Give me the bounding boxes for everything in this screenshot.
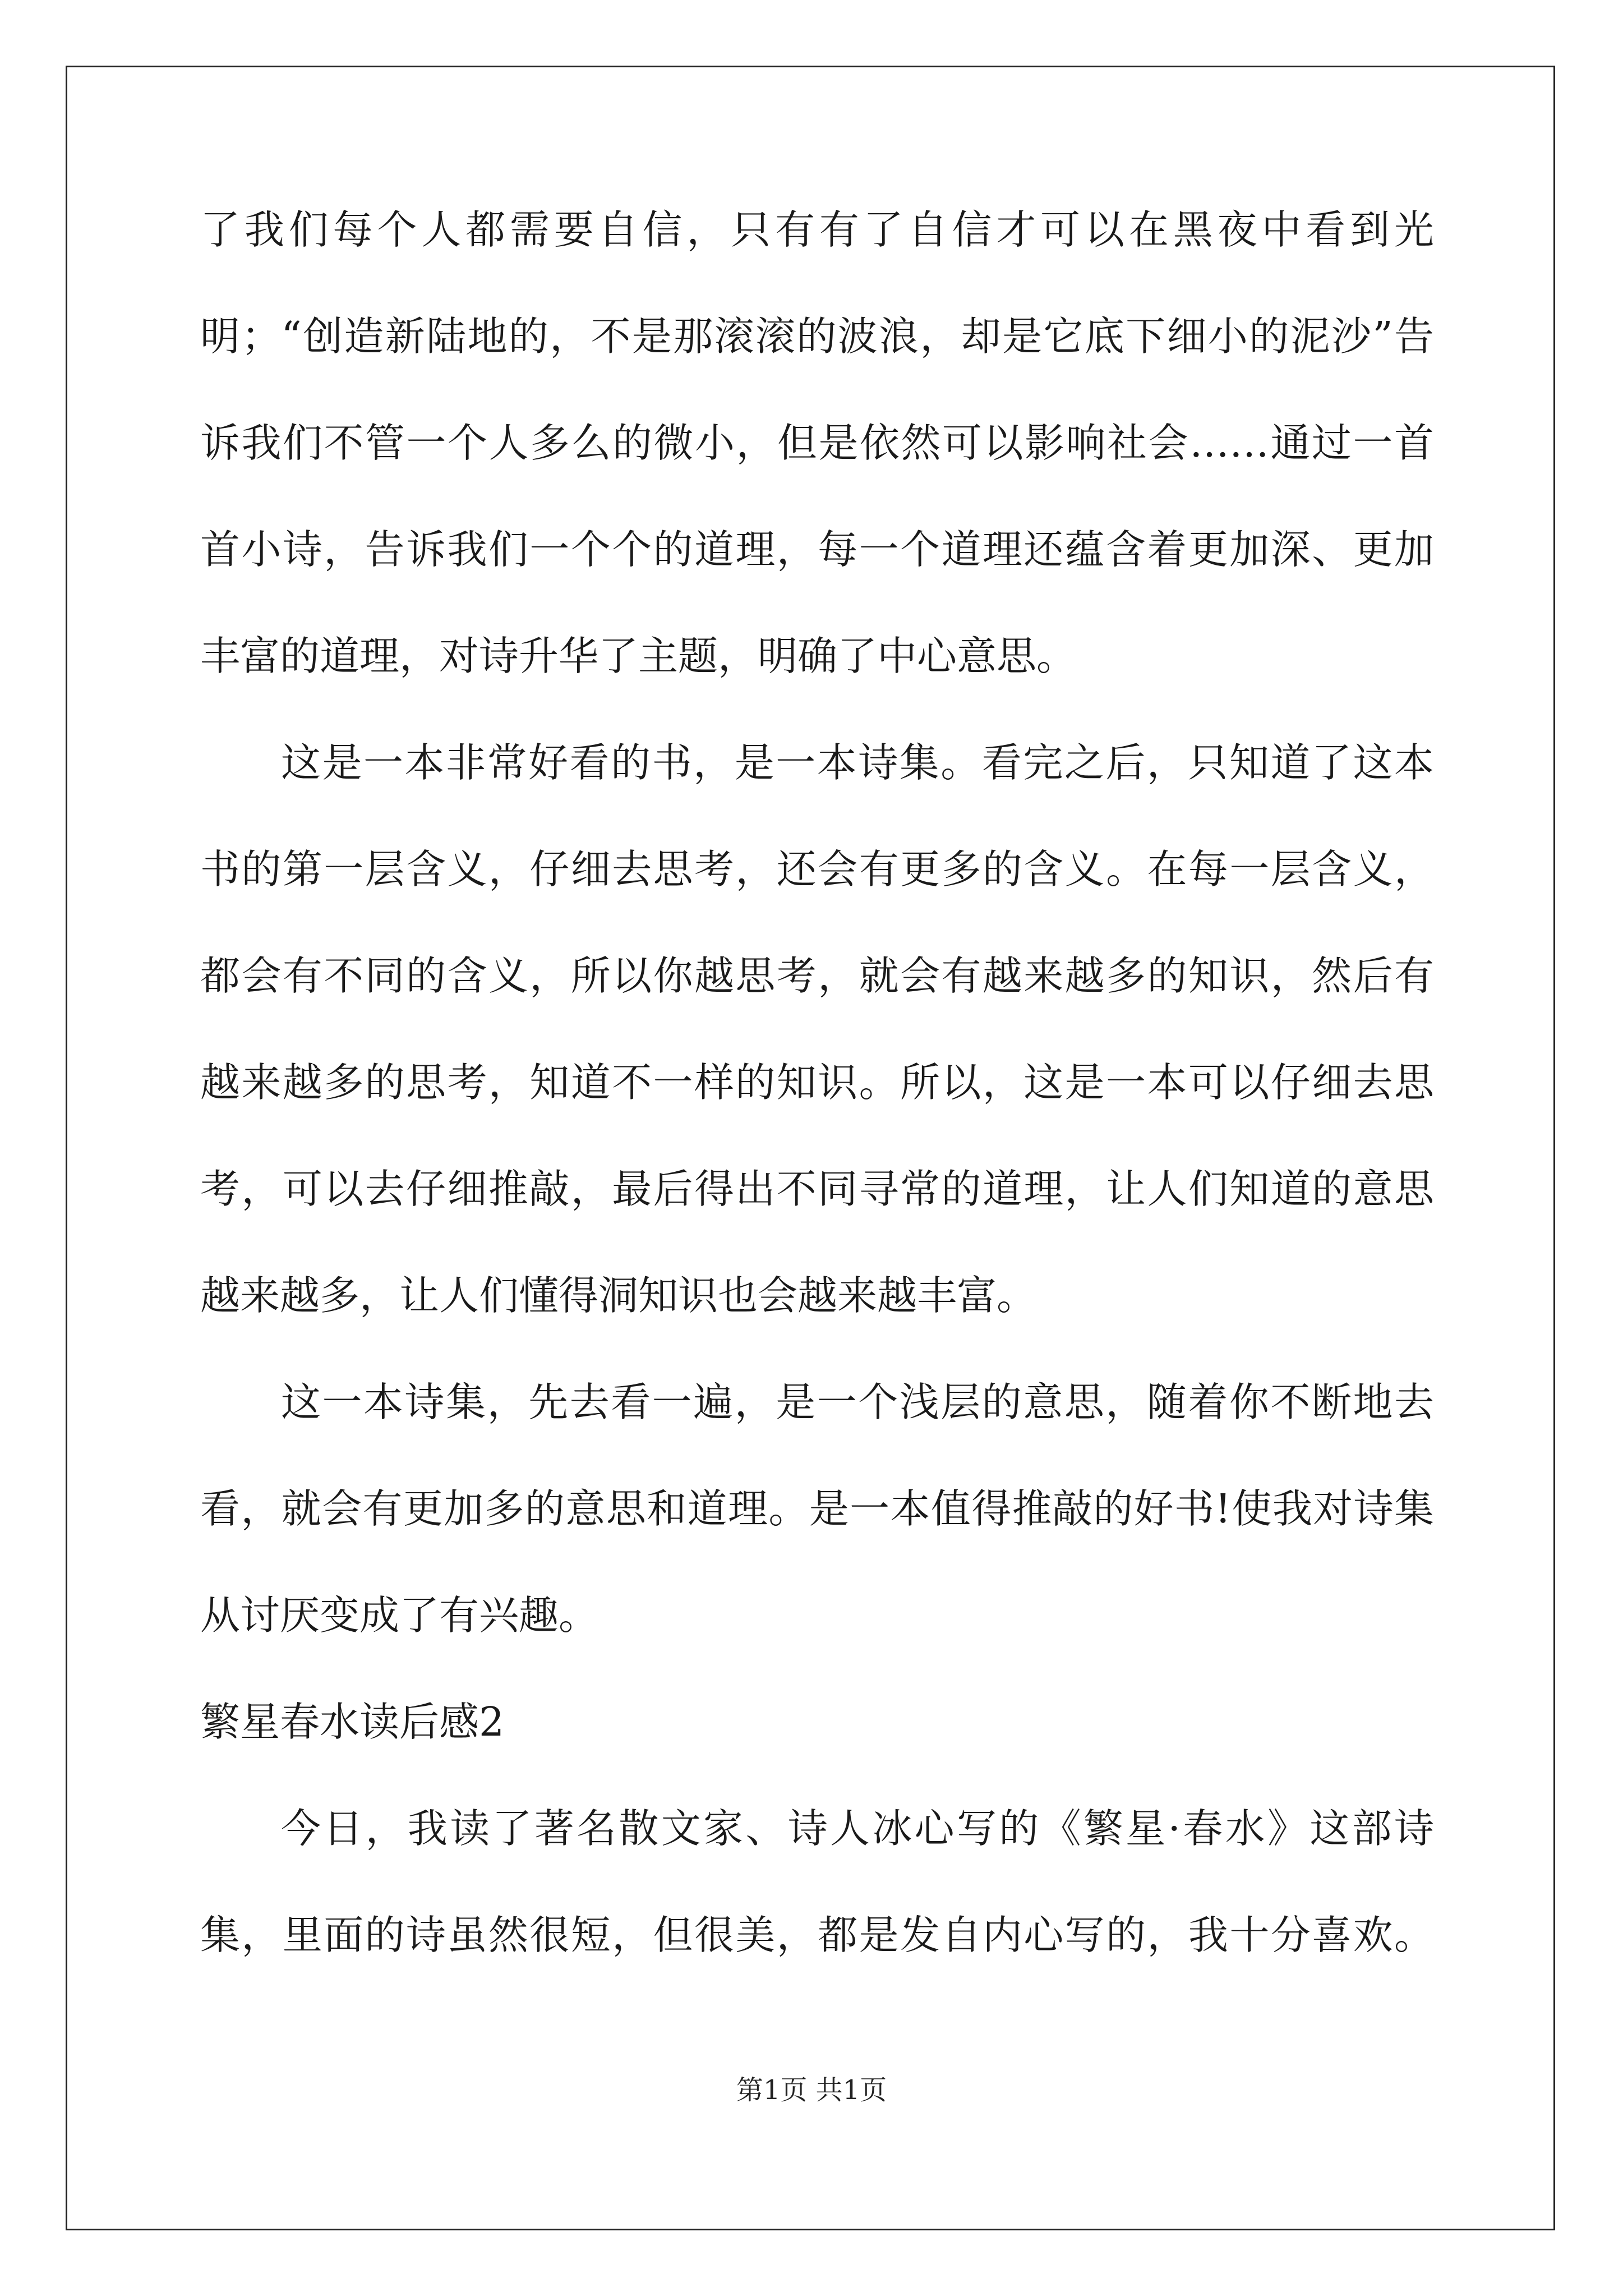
paragraph-line: 了我们每个人都需要自信，只有有了自信才可以在黑夜中看到光 [200,206,1434,253]
paragraph-line: 集，里面的诗虽然很短，但很美，都是发自内心写的，我十分喜欢。 [200,1912,1434,1958]
section-heading: 繁星春水读后感2 [200,1699,505,1745]
paragraph-line: 书的第一层含义，仔细去思考，还会有更多的含义。在每一层含义， [200,846,1434,892]
paragraph-line: 诉我们不管一个人多么的微小，但是依然可以影响社会……通过一首 [200,420,1434,466]
paragraph-line: 看，就会有更加多的意思和道理。是一本值得推敲的好书!使我对诗集 [200,1485,1434,1532]
paragraph-line: 明；“创造新陆地的，不是那滚滚的波浪，却是它底下细小的泥沙”告 [200,313,1434,360]
paragraph-line: 丰富的道理，对诗升华了主题，明确了中心意思。 [200,633,1077,679]
paragraph-line: 这是一本非常好看的书，是一本诗集。看完之后，只知道了这本 [281,739,1434,786]
paragraph-line: 这一本诗集，先去看一遍，是一个浅层的意思，随着你不断地去 [281,1379,1434,1425]
paragraph-line: 今日，我读了著名散文家、诗人冰心写的《繁星·春水》这部诗 [281,1805,1434,1852]
paragraph-line: 从讨厌变成了有兴趣。 [200,1592,599,1639]
paragraph-line: 越来越多的思考，知道不一样的知识。所以，这是一本可以仔细去思 [200,1059,1434,1106]
paragraph-line: 越来越多，让人们懂得洞知识也会越来越丰富。 [200,1272,1037,1319]
paragraph-line: 都会有不同的含义，所以你越思考，就会有越来越多的知识，然后有 [200,953,1434,999]
paragraph-line: 考，可以去仔细推敲，最后得出不同寻常的道理，让人们知道的意思 [200,1166,1434,1212]
page-border [66,66,1555,2230]
paragraph-line: 首小诗，告诉我们一个个的道理，每一个道理还蕴含着更加深、更加 [200,526,1434,573]
page-number-footer: 第1页 共1页 [736,2074,887,2106]
